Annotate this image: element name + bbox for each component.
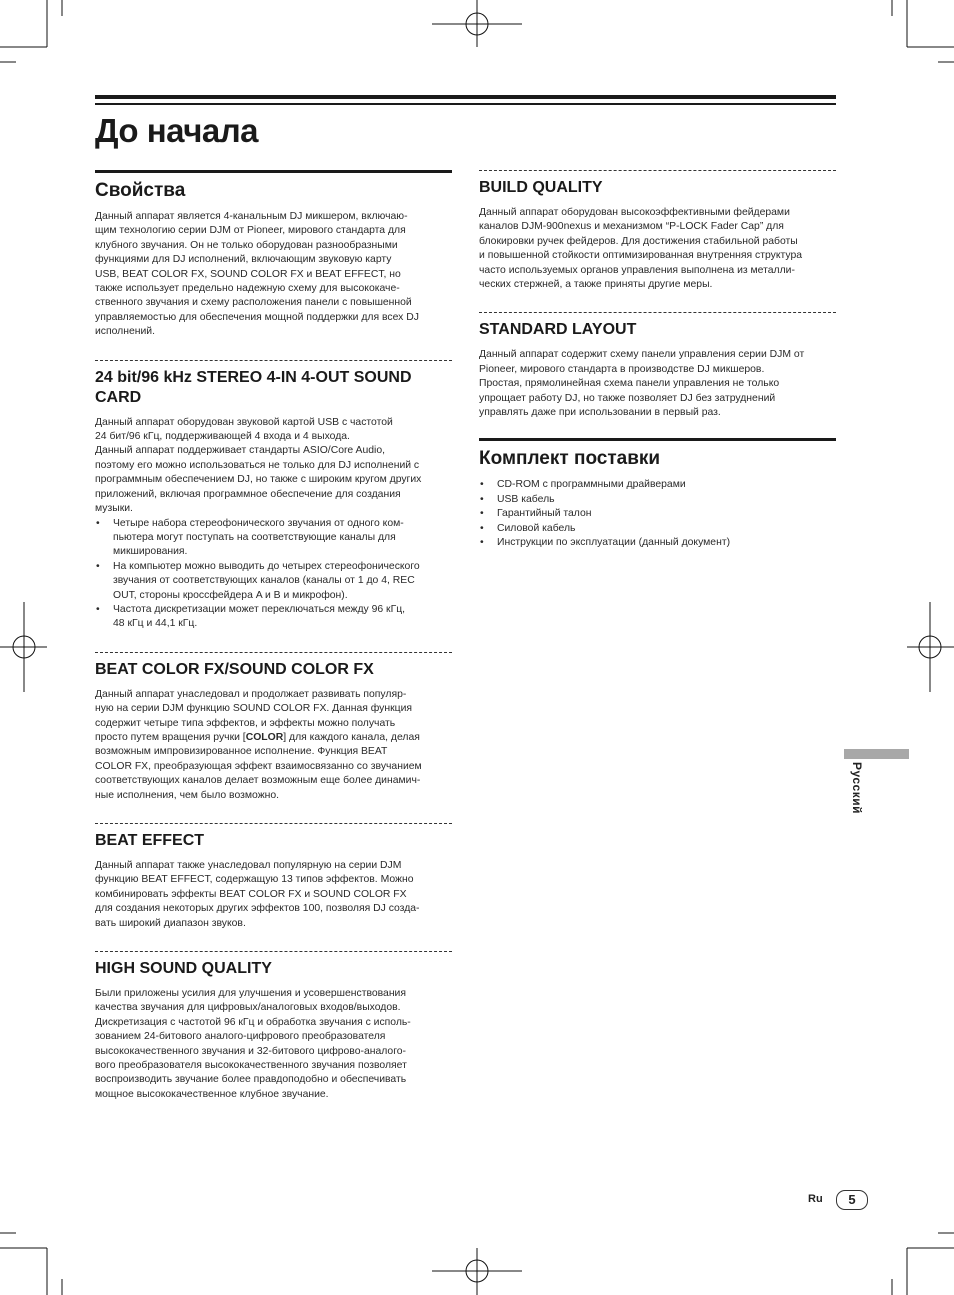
language-tab-label: Русский bbox=[850, 762, 864, 814]
section-body: Данный аппарат оборудован звуковой картой USB с частотой 24 бит/96 кГц, поддерживающей 4 входа и 4 выхода. Данный аппарат поддерживает стандарты ASIO/Core Audio, поэтому его можно использоваться не только для DJ исполнений с программным обеспечением DJ, но также с широким кругом других приложений, включая программное обеспечение для создания музыки. bbox=[95, 416, 422, 515]
section-body: Были приложены усилия для улучшения и усовершенствования качества звучания для цифровых/аналоговых входов/выходов. Дискретизация с частотой 96 кГц и обработка звучания с исполь- зованием 24-битового аналого-цифрового преобразователя высококачественного звучания и 32-битового цифрово-аналого- вого преобразователя высококачественного звучания позволяет воспроизводить звучание более правдоподобно и обеспечивать мощное высококачественное клубное звучание. bbox=[95, 988, 411, 1100]
section-body: Данный аппарат унаследовал и продолжает развивать популяр- ную на серии DJM функцию SOUND COLOR FX. Данная функция содержит четыре типа эффектов, и эффекты можно получать просто путем вращения ручки [COLOR] для каждого канала, делая возможным импровизированное исполнение. Функция BEAT COLOR FX, преобразующая эффект взаимосвязанно со звучанием соответствующих каналов делает возможным еще более динамич- ные исполнения, чем было возможно. bbox=[95, 688, 422, 801]
list-item: • На компьютер можно выводить до четырех стереофонического звучания от соответствующих каналов (каналы от 1 до 4, REC OUT, стороны кроссфейдера A и B и микрофон). bbox=[96, 560, 420, 601]
section-heading: HIGH SOUND QUALITY bbox=[95, 960, 272, 978]
list-item: • Инструкции по эксплуатации (данный документ) bbox=[480, 537, 731, 549]
title-rule-thin bbox=[95, 103, 836, 105]
list-item: • USB кабель bbox=[480, 493, 555, 505]
language-tab-bar bbox=[844, 749, 909, 759]
list-item: • Частота дискретизации может переключаться между 96 кГц, 48 кГц и 44,1 кГц. bbox=[96, 603, 406, 630]
section-body: Данный аппарат оборудован высокоэффективными фейдерами каналов DJM-900nexus и механизмом “P-LOCK Fader Cap” для блокировки ручек фейдеров. Для достижения стабильной работы и повышенной стойкости оптимизированная внутренняя структура часто используемых органов управления выполнена из металли- ческих стержней, а также приняты другие меры. bbox=[479, 207, 803, 291]
section-build-quality bbox=[479, 170, 836, 292]
list-item: • Четыре набора стереофонического звучания от одного ком- пьютера могут поступать на соответствующие каналы для микширования. bbox=[96, 517, 404, 558]
section-heading: Свойства bbox=[95, 180, 186, 201]
section-body: Данный аппарат содержит схему панели управления серии DJM от Pioneer, мирового стандарта в производстве DJ микшеров. Простая, прямолинейная схема панели управления не только упрощает работу DJ, но также позволяет DJ без затруднений управлять даже при использовании в первый раз. bbox=[479, 349, 805, 419]
section-package-contents bbox=[479, 438, 836, 550]
bullet-list bbox=[479, 478, 836, 550]
section-features bbox=[95, 170, 452, 340]
section-sound-card bbox=[95, 360, 452, 632]
list-item: • CD-ROM с программными драйверами bbox=[480, 479, 686, 491]
left-column bbox=[95, 170, 452, 1102]
section-high-sound-quality bbox=[95, 951, 452, 1102]
section-heading: BUILD QUALITY bbox=[479, 179, 603, 196]
section-body: Данный аппарат является 4-канальным DJ микшером, включаю- щим технологию серии DJM от Pioneer, мирового стандарта для клубного звучания. Он не только оборудован разнообразными функциями для DJ исполнений, включающим звуковую карту USB, BEAT COLOR FX, SOUND COLOR FX и BEAT EFFECT, но также использует предельно надежную схему для высококаче- ственного звучания и схему расположения панели с повышенной управляемостью для обеспечения мощной поддержки для всех DJ исполнений. bbox=[95, 211, 419, 338]
section-heading: STANDARD LAYOUT bbox=[479, 321, 637, 339]
page-number: 5 bbox=[836, 1190, 868, 1210]
section-heading: BEAT COLOR FX/SOUND COLOR FX bbox=[95, 660, 374, 678]
section-heading: BEAT EFFECT bbox=[95, 832, 205, 849]
section-standard-layout bbox=[479, 312, 836, 420]
right-column bbox=[479, 170, 836, 551]
section-beat-effect bbox=[95, 823, 452, 931]
section-beat-color-fx bbox=[95, 652, 452, 803]
page-title: До начала bbox=[95, 112, 259, 149]
section-body: Данный аппарат также унаследовал популярную на серии DJM функцию BEAT EFFECT, содержащую 13 типов эффектов. Можно комбинировать эффекты BEAT COLOR FX и SOUND COLOR FX для создания некоторых других эффектов 100, позволяя DJ созда- вать широкий диапазон звуков. bbox=[95, 860, 420, 929]
list-item: • Силовой кабель bbox=[480, 522, 576, 534]
title-rule-thick bbox=[95, 95, 836, 99]
list-item: • Гарантийный талон bbox=[480, 508, 592, 520]
section-heading: 24 bit/96 kHz STEREO 4-IN 4-OUT SOUND CARD bbox=[95, 368, 412, 406]
page-language-code: Ru bbox=[808, 1193, 823, 1205]
bullet-list bbox=[95, 517, 452, 632]
section-heading: Комплект поставки bbox=[479, 448, 661, 470]
